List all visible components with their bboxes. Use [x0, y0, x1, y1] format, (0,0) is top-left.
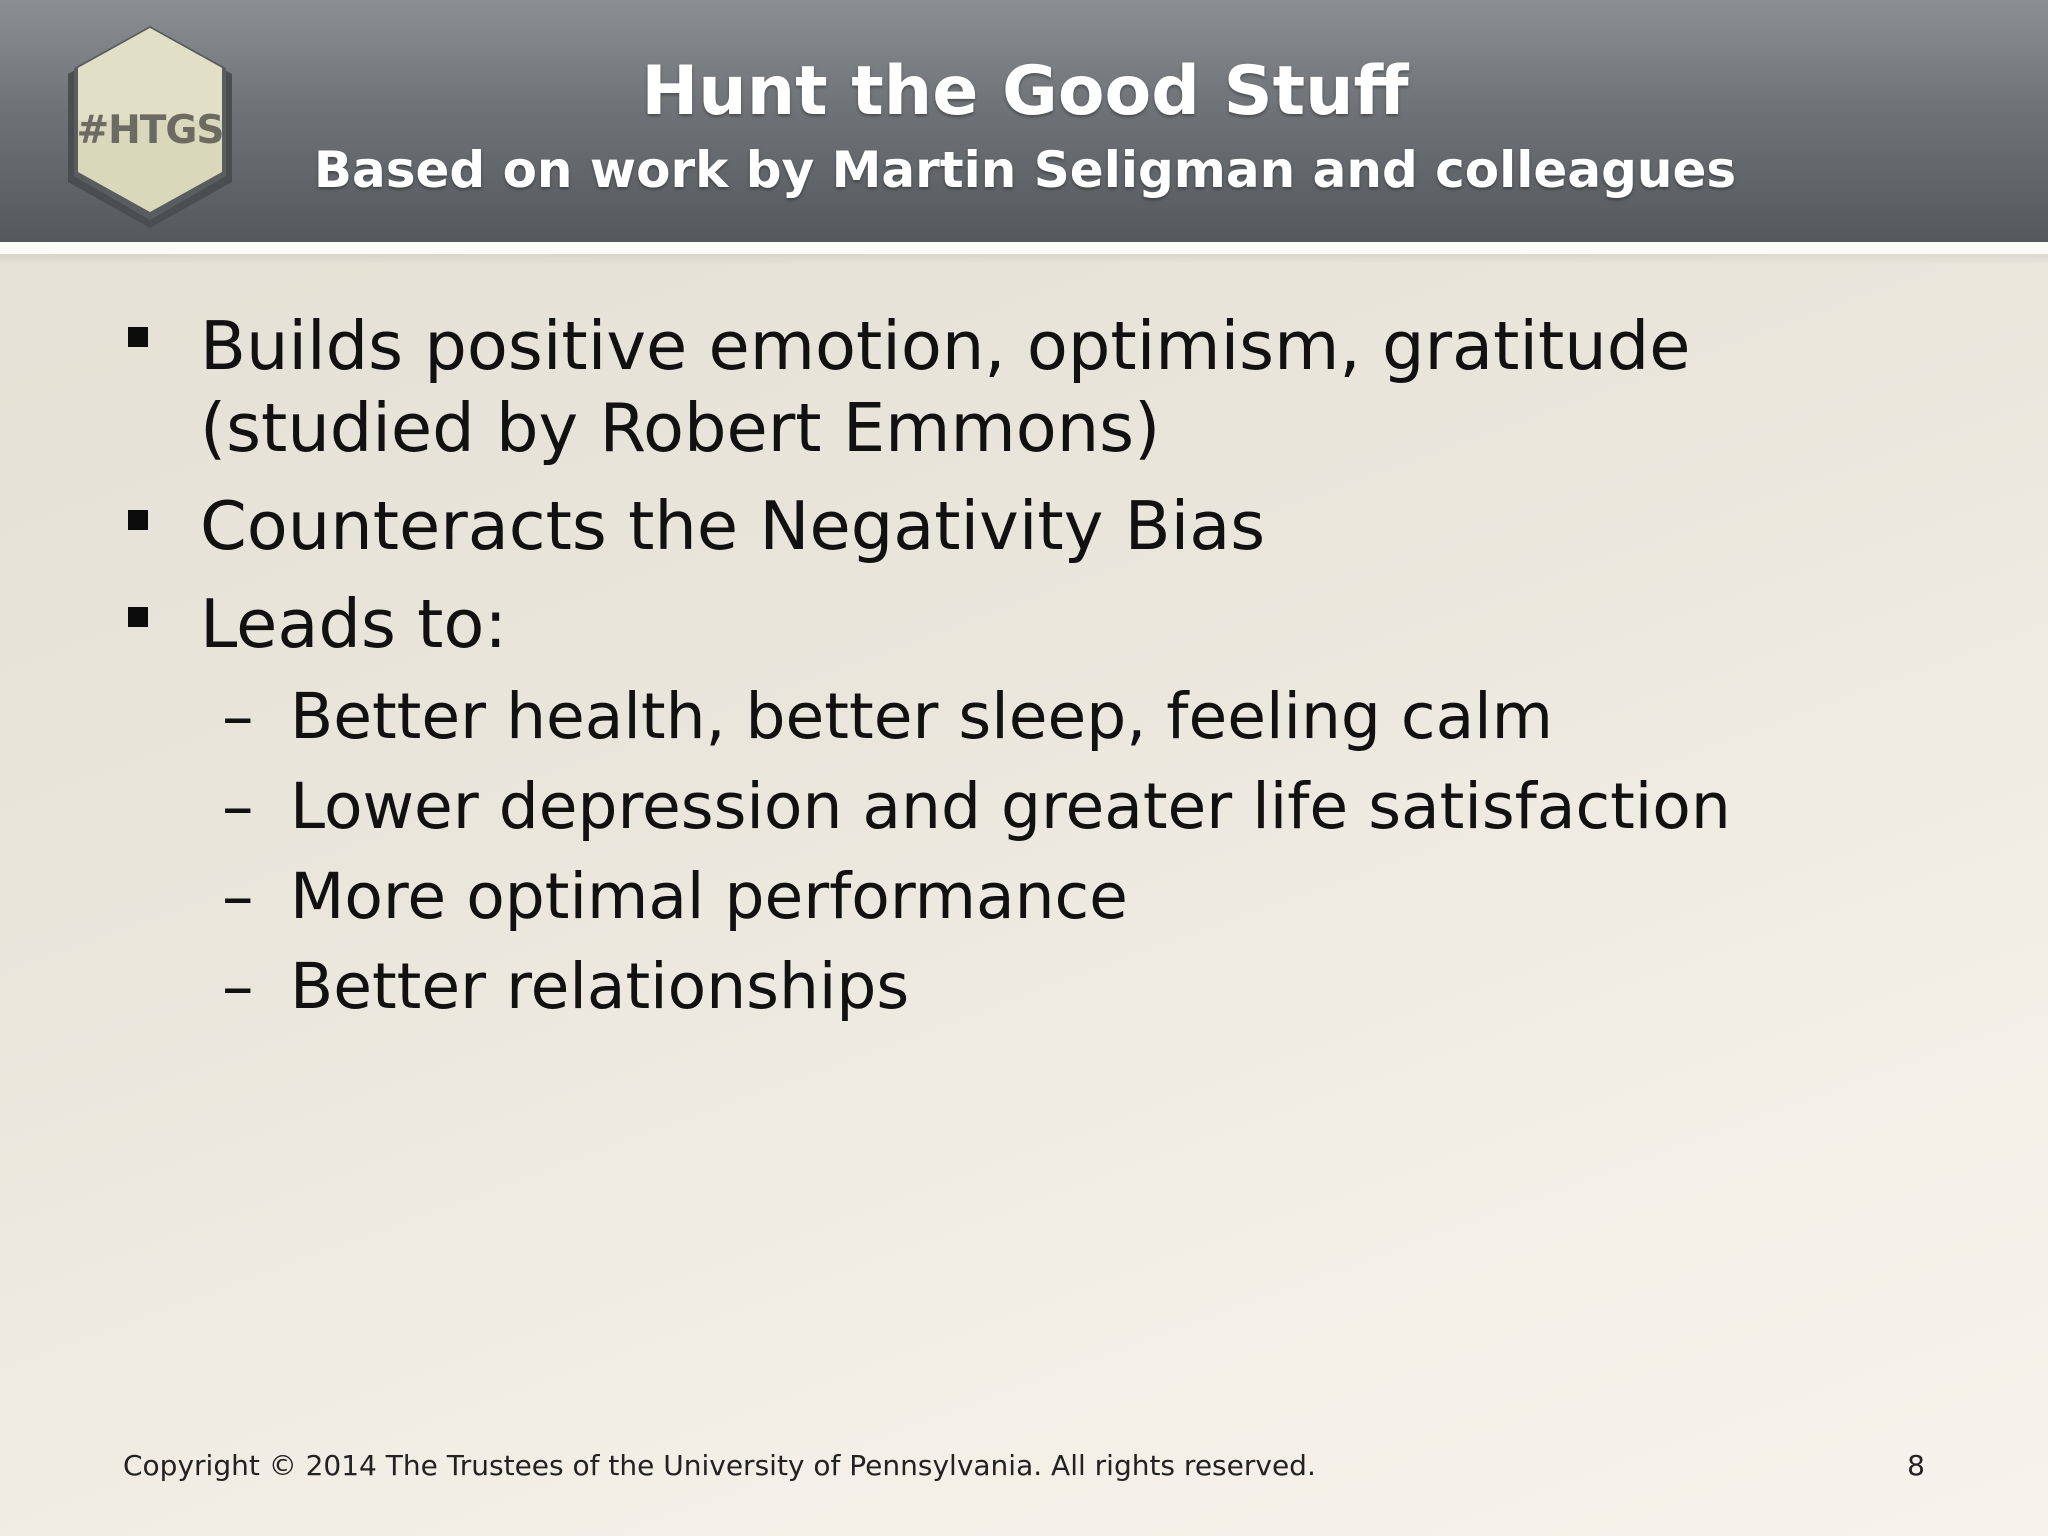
- dash-bullet-icon: –: [222, 860, 254, 933]
- square-bullet-icon: [128, 327, 148, 347]
- bullet-text-line: (studied by Robert Emmons): [200, 389, 1161, 467]
- hexagon-logo-icon: [62, 24, 238, 234]
- dash-bullet-icon: –: [222, 950, 254, 1023]
- bullet-item-3: [200, 583, 1900, 665]
- copyright-notice: Copyright © 2014 The Trustees of the University of Pennsylvania. All rights reserved.: [123, 1449, 1316, 1482]
- bullet-item-2: [200, 485, 1900, 567]
- slide-title: Hunt the Good Stuff: [641, 52, 1409, 131]
- page-number: 8: [1907, 1449, 1925, 1482]
- sub-bullet-item-2: Lower depression and greater life satisfaction: [290, 770, 1731, 843]
- dash-bullet-icon: –: [222, 770, 254, 843]
- sub-bullet-item-3: More optimal performance: [290, 860, 1128, 933]
- dash-bullet-icon: –: [222, 680, 254, 753]
- bullet-text-line: Builds positive emotion, optimism, gratitude: [200, 307, 1691, 385]
- sub-bullet-item-4: Better relationships: [290, 950, 910, 1023]
- header-shadow: [0, 254, 2048, 264]
- square-bullet-icon: [128, 607, 148, 627]
- title-block: [300, 52, 1750, 200]
- sub-bullet-item-1: Better health, better sleep, feeling calm: [290, 680, 1554, 753]
- logo-text: #HTGS: [76, 108, 224, 153]
- slide-subtitle: Based on work by Martin Seligman and colleagues: [313, 141, 1737, 199]
- header-divider: [0, 242, 2048, 254]
- bullet-text-line: Leads to:: [200, 585, 507, 663]
- square-bullet-icon: [128, 510, 148, 530]
- bullet-item-1: [200, 305, 1900, 469]
- bullet-text-line: Counteracts the Negativity Bias: [200, 487, 1266, 565]
